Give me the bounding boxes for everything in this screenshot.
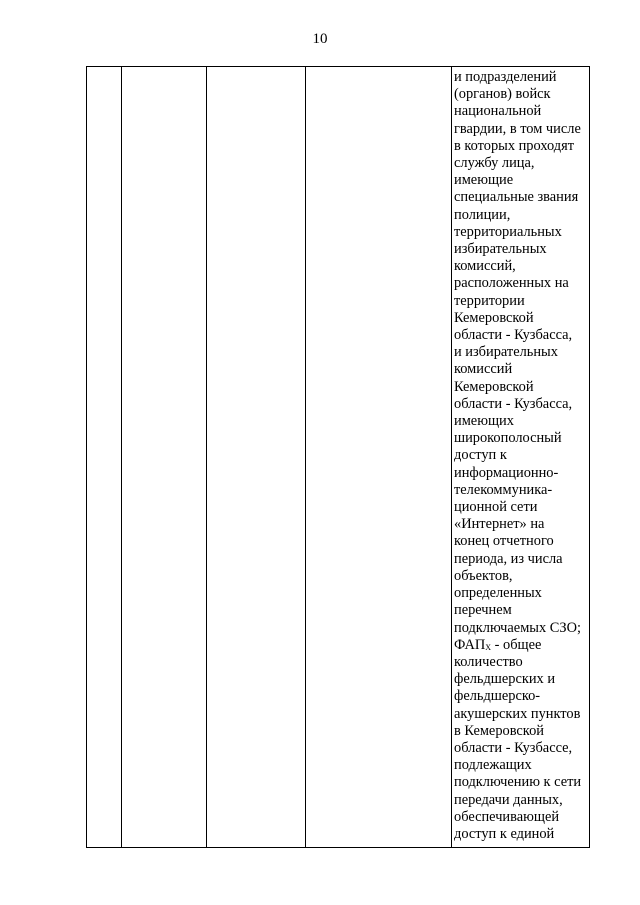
page-number: 10 [312,31,328,47]
description-line: полиции, [454,206,511,223]
description-line: и подразделений [454,69,557,85]
description-line: Кемеровской [454,378,534,395]
description-line: определенных [454,585,542,602]
table-cell-formula [306,67,452,848]
description-line: (органов) войск [454,86,551,103]
description-line: области - Кузбасса, [454,327,573,344]
description-line: конец отчетного [454,533,554,550]
fap-line [454,637,589,654]
description-line: имеющих [454,413,514,430]
fap-label: ФАП [454,636,486,653]
description-line: избирательных [454,241,547,258]
description-line: количество [454,653,523,670]
description-line: специальные звания [454,189,579,206]
table-cell-indicator [122,67,207,848]
description-line: доступ к единой [454,825,555,842]
description-line: Кемеровской [454,309,534,326]
description-line: информационно- [454,464,559,481]
table-cell-number [87,67,122,848]
description-line: комиссий, [454,258,516,275]
description-line: расположенных на [454,275,569,292]
description-line: перечнем [454,602,512,619]
description-line: подключаемых СЗО; [454,619,581,636]
description-line: в Кемеровской [454,722,544,739]
description-line: территории [454,292,525,309]
description-line: имеющие [454,172,514,189]
description-line: периода, из числа [454,550,563,567]
description-line: обеспечивающей [454,808,560,825]
description-line: «Интернет» на [454,516,545,533]
description-line: комиссий [454,361,513,378]
description-line: объектов, [454,567,513,584]
description-line: подлежащих [454,757,532,774]
description-text [452,67,589,843]
description-line: области - Кузбассе, [454,739,573,756]
description-line: гвардии, в том числе [454,120,581,137]
description-line: фельдшерско- [454,688,541,705]
description-line: и избирательных [454,344,558,361]
description-line: службу лица, [454,155,535,172]
description-line: телекоммуника- [454,481,553,498]
description-line: национальной [454,103,542,120]
table-row [87,67,590,848]
description-line: территориальных [454,223,562,240]
table-cell-description [452,67,590,848]
fap-subscript: Х [485,642,492,652]
description-line: передачи данных, [454,791,563,808]
description-line: доступ к [454,447,507,464]
description-line: ционной сети [454,499,538,516]
description-line: фельдшерских и [454,671,556,688]
indicator-table [86,66,590,848]
description-line: акушерских пунктов [454,705,581,722]
description-line: в которых проходят [454,137,574,154]
fap-rest: - общее [491,636,542,653]
description-line: широкополосный [454,430,562,447]
description-line: области - Кузбасса, [454,395,573,412]
description-line: подключению к сети [454,774,582,791]
table-cell-unit [207,67,306,848]
